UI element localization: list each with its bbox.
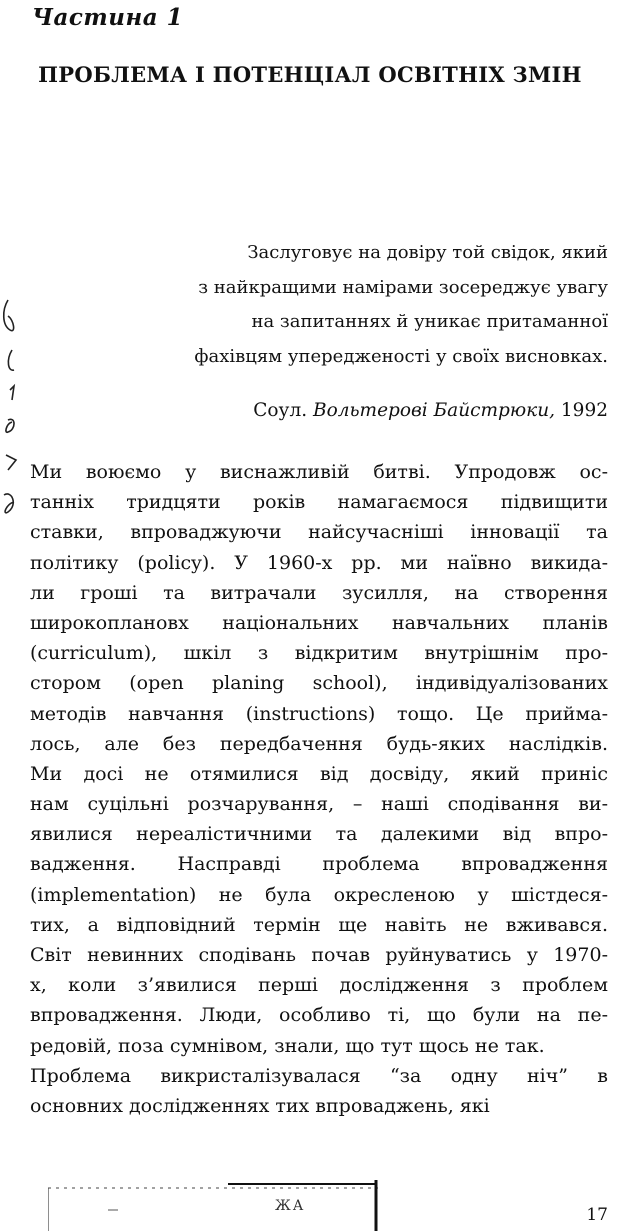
- body-line: методів навчання (instructions) тощо. Це прийма-: [30, 702, 608, 725]
- body-line: політику (policy). У 1960-х рр. ми наївно викида-: [30, 551, 608, 574]
- body-text: [30, 457, 608, 1121]
- body-line: нам суцільні розчарування, – наші сподівання ви-: [30, 793, 608, 816]
- epigraph-year: 1992: [560, 400, 608, 421]
- body-line: х, коли з’явилися перші дослідження з проблем: [30, 974, 608, 997]
- body-line: (implementation) не була окресленою у шістдеся-: [30, 883, 608, 906]
- body-line: Ми досі не отямилися від досвіду, який приніс: [30, 762, 608, 785]
- body-line: танніх тридцяти років намагаємося підвищити: [30, 491, 608, 514]
- body-line: широкоплановх національних навчальних планів: [30, 611, 608, 634]
- part-label: Частина 1: [32, 4, 184, 31]
- body-line: редовій, поза сумнівом, знали, що тут щось не так.: [30, 1034, 545, 1057]
- epigraph-line: на запитаннях й уникає притаманної: [251, 311, 608, 332]
- epigraph-author: Соул.: [253, 400, 308, 421]
- epigraph-source: [253, 400, 608, 421]
- stamp-text: ЖА: [275, 1198, 306, 1214]
- body-line: впровадження. Люди, особливо ті, що були на пе-: [30, 1004, 608, 1027]
- margin-handwriting: [0, 290, 30, 530]
- epigraph: [88, 236, 608, 374]
- chapter-title: ПРОБЛЕМА І ПОТЕНЦІАЛ ОСВІТНІХ ЗМІН: [38, 62, 582, 87]
- body-line: стором (open planing school), індивідуалізованих: [30, 672, 608, 695]
- epigraph-line: з найкращими намірами зосереджує увагу: [198, 276, 608, 298]
- body-line: Світ невинних сподівань почав руйнуватись у 1970-: [30, 944, 608, 966]
- page-number: 17: [586, 1205, 608, 1225]
- body-line: явилися нереалістичними та далекими від впро-: [30, 823, 608, 846]
- epigraph-work: Вольтерові Байстрюки,: [312, 400, 556, 421]
- body-line: ли гроші та витрачали зусилля, на створення: [30, 581, 608, 604]
- body-line: Проблема викристалізувалася “за одну ніч” в: [30, 1064, 608, 1087]
- library-stamp: [48, 1180, 378, 1231]
- body-line: Ми воюємо у виснажливій битві. Упродовж ос-: [30, 461, 608, 483]
- body-line: тих, а відповідний термін ще навіть не вживався.: [30, 913, 608, 936]
- body-line: (curriculum), шкіл з відкритим внутрішнім про-: [30, 642, 608, 665]
- epigraph-line: фахівцям упередженості у своїх висновках.: [194, 345, 608, 367]
- epigraph-line: Заслуговує на довіру той свідок, який: [247, 242, 608, 263]
- body-line: основних дослідженнях тих впроваджень, які: [30, 1094, 490, 1117]
- body-line: лось, але без передбачення будь-яких наслідків.: [30, 732, 608, 755]
- body-line: ставки, впроваджуючи найсучасніші інновації та: [30, 521, 608, 544]
- body-line: вадження. Насправді проблема впровадження: [30, 853, 608, 876]
